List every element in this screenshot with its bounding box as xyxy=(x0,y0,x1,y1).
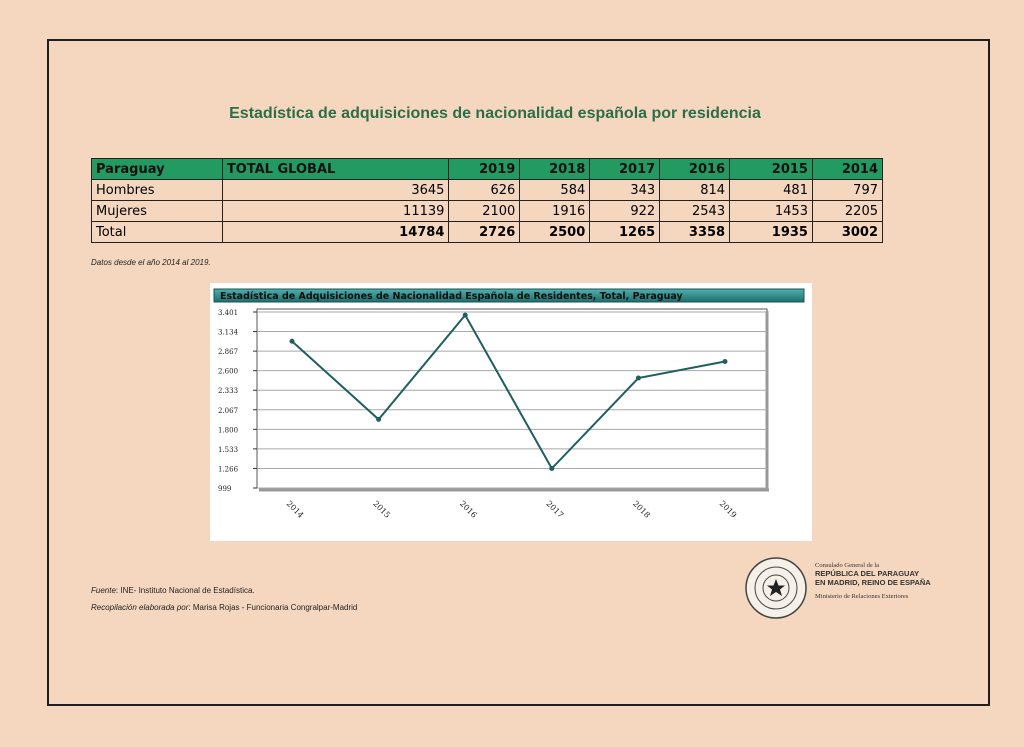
x-tick-label: 2019 xyxy=(717,499,739,520)
table-cell: 1265 xyxy=(590,222,660,243)
table-cell: 343 xyxy=(590,180,660,201)
source-label: Fuente xyxy=(91,586,116,595)
table-cell: 481 xyxy=(730,180,813,201)
chart-title: Estadística de Adquisiciones de Nacionalidad Española de Residentes, Total, Paraguay xyxy=(220,291,683,302)
data-point xyxy=(376,417,381,422)
header-year: 2017 xyxy=(590,159,660,180)
table-cell: 11139 xyxy=(222,201,449,222)
data-point xyxy=(549,466,554,471)
header-year: 2018 xyxy=(520,159,590,180)
data-point xyxy=(723,359,728,364)
header-year: 2015 xyxy=(730,159,813,180)
source-text: : INE- Instituto Nacional de Estadística. xyxy=(115,586,255,595)
table-cell: 2726 xyxy=(449,222,520,243)
org-line-4: Ministerio de Relaciones Exteriores xyxy=(815,593,909,600)
table-cell: 814 xyxy=(660,180,730,201)
table-row-total xyxy=(92,222,883,243)
data-point xyxy=(290,339,295,344)
source-line xyxy=(91,586,255,595)
table-cell: 2205 xyxy=(812,201,882,222)
row-label: Total xyxy=(92,222,223,243)
table-cell: 797 xyxy=(812,180,882,201)
y-tick-label: 2.867 xyxy=(218,348,239,357)
x-tick-label: 2018 xyxy=(630,499,652,520)
y-tick-label: 1.266 xyxy=(218,465,239,474)
table-cell: 1453 xyxy=(730,201,813,222)
table-cell: 922 xyxy=(590,201,660,222)
org-line-2: REPÚBLICA DEL PARAGUAY xyxy=(815,569,920,578)
page-title: Estadística de adquisiciones de nacionalidad española por residencia xyxy=(229,105,761,122)
table-cell: 1935 xyxy=(730,222,813,243)
header-year: 2019 xyxy=(449,159,520,180)
y-tick-label: 3.401 xyxy=(218,309,239,317)
table-header-row xyxy=(92,159,883,180)
x-tick-label: 2014 xyxy=(284,499,306,520)
header-year: 2016 xyxy=(660,159,730,180)
table-cell: 1916 xyxy=(520,201,590,222)
y-tick-label: 3.134 xyxy=(218,328,239,337)
table-cell: 14784 xyxy=(222,222,449,243)
data-point xyxy=(636,376,641,381)
x-tick-label: 2015 xyxy=(371,499,392,520)
y-tick-label: 1.800 xyxy=(218,426,239,435)
org-line-1: Consulado General de la xyxy=(815,562,880,569)
table-cell: 584 xyxy=(520,180,590,201)
statistics-table xyxy=(91,158,883,243)
row-label: Hombres xyxy=(92,180,223,201)
y-tick-label: 2.067 xyxy=(218,406,239,415)
table-cell: 626 xyxy=(449,180,520,201)
header-country: Paraguay xyxy=(92,159,223,180)
org-line-3: EN MADRID, REINO DE ESPAÑA xyxy=(815,578,931,587)
consulate-block xyxy=(815,562,931,600)
compiled-label: Recopilación elaborada por xyxy=(91,603,189,612)
header-year: 2014 xyxy=(812,159,882,180)
table-cell: 3358 xyxy=(660,222,730,243)
x-tick-label: 2016 xyxy=(457,499,479,520)
header-total-global: TOTAL GLOBAL xyxy=(222,159,449,180)
row-label: Mujeres xyxy=(92,201,223,222)
table-note: Datos desde el año 2014 al 2019. xyxy=(91,258,211,267)
y-axis-ticks xyxy=(218,309,257,493)
table-cell: 2543 xyxy=(660,201,730,222)
y-tick-label: 999 xyxy=(218,485,232,493)
y-tick-label: 2.600 xyxy=(218,367,239,376)
paraguay-seal-icon xyxy=(744,556,808,620)
data-point xyxy=(463,313,468,318)
compiled-line xyxy=(91,603,357,612)
table-row-hombres xyxy=(92,180,883,201)
compiled-text: : Marisa Rojas - Funcionaria Congralpar-Madrid xyxy=(188,603,358,612)
x-axis-ticks xyxy=(285,499,739,520)
table-cell: 3645 xyxy=(222,180,449,201)
line-chart-container xyxy=(210,283,812,541)
x-tick-label: 2017 xyxy=(544,499,566,520)
y-tick-label: 2.333 xyxy=(218,387,239,396)
table-cell: 2500 xyxy=(520,222,590,243)
line-chart xyxy=(210,283,812,541)
table-cell: 3002 xyxy=(812,222,882,243)
table-cell: 2100 xyxy=(449,201,520,222)
table-row-mujeres xyxy=(92,201,883,222)
y-tick-label: 1.533 xyxy=(218,445,239,454)
